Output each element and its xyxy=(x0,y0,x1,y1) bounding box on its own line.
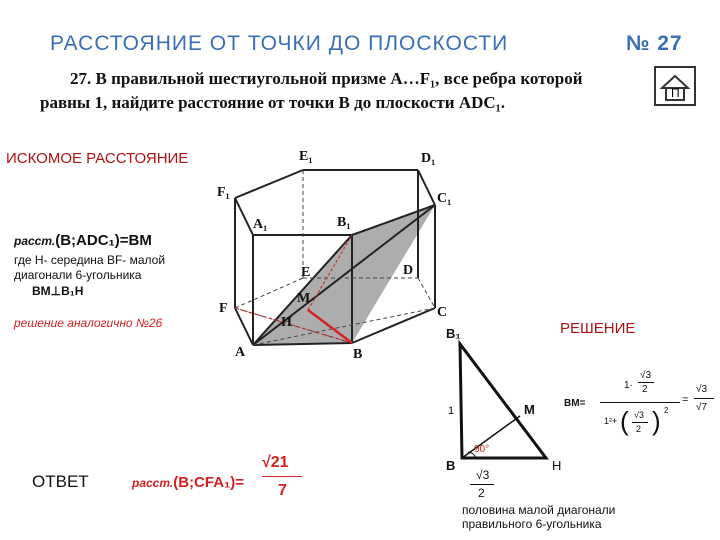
label-f1: F₁ xyxy=(217,185,230,200)
problem-number: № 27 xyxy=(626,32,683,55)
formula-num-den: 2 xyxy=(642,384,648,395)
label-b1: B₁ xyxy=(337,215,351,230)
tri-label-b1: B₁ xyxy=(446,326,461,341)
formula-num-one: 1· xyxy=(624,380,633,391)
formula-res-bar xyxy=(694,398,714,399)
formula-num-inner-bar xyxy=(638,382,654,383)
where-line-2: диагонали 6-угольника xyxy=(14,268,142,282)
formula-one-sq: 1²+ xyxy=(604,416,618,426)
tri-side: 1 xyxy=(448,405,455,417)
bm-formula xyxy=(564,370,720,460)
label-m: M xyxy=(297,291,311,306)
formula-inner-bar xyxy=(632,422,648,423)
label-c1: C₁ xyxy=(437,191,452,206)
solution-title: РЕШЕНИЕ xyxy=(560,320,636,337)
page-title: РАССТОЯНИЕ ОТ ТОЧКИ ДО ПЛОСКОСТИ xyxy=(50,32,509,55)
label-c: C xyxy=(437,305,448,320)
sought-distance-title: ИСКОМОЕ РАССТОЯНИЕ xyxy=(6,150,189,167)
formula-inner-den: 2 xyxy=(636,424,642,434)
tri-label-h: H xyxy=(552,458,562,473)
tri-base-num: √3 xyxy=(476,468,490,482)
tri-label-m: M xyxy=(524,402,535,417)
label-e1: E₁ xyxy=(299,149,313,164)
formula-res-num: √3 xyxy=(696,384,708,395)
problem-line-1: 27. В правильной шестиугольной призме A…F₁, все ребра которой xyxy=(70,69,583,88)
formula-num-sqrt3: √3 xyxy=(640,370,652,381)
home-button[interactable] xyxy=(654,66,696,106)
formula-bm: BM= xyxy=(564,398,586,409)
label-b: B xyxy=(353,347,363,362)
triangle-diagram xyxy=(440,320,570,490)
dist-label: расст. xyxy=(14,234,56,248)
answer-expression xyxy=(132,474,244,491)
prism-diagram xyxy=(215,130,455,370)
tri-base-bar xyxy=(470,484,494,485)
formula-eq: = xyxy=(682,394,689,406)
problem-line-2: равны 1, найдите расстояние от точки B до плоскости ADC₁. xyxy=(40,93,506,112)
formula-paren-close: ) xyxy=(652,406,661,436)
formula-power: 2 xyxy=(664,406,669,415)
distance-statement xyxy=(14,232,152,249)
answer-dist-label: расст. xyxy=(132,476,174,490)
formula-inner-sqrt3: √3 xyxy=(634,410,644,420)
label-e: E xyxy=(301,265,311,280)
formula-paren: ( xyxy=(620,406,629,436)
answer-denominator: 7 xyxy=(278,482,287,499)
formula-res-den: √7 xyxy=(696,402,708,413)
answer-fraction-bar xyxy=(262,476,302,477)
tri-base-den: 2 xyxy=(478,486,485,500)
label-a: A xyxy=(235,345,246,360)
perpendicular-note: BM⊥B₁H xyxy=(32,284,84,298)
answer-title: ОТВЕТ xyxy=(32,472,89,491)
similar-solution-note: решение аналогично №26 xyxy=(14,316,163,330)
tri-label-b: B xyxy=(446,458,456,473)
label-d: D xyxy=(403,263,414,278)
tri-caption-1: половина малой диагонали xyxy=(462,503,616,517)
label-h: H xyxy=(281,315,292,330)
answer-expr: (B;CFA₁)= xyxy=(173,474,244,491)
label-d1: D₁ xyxy=(421,151,436,166)
home-button-label: П xyxy=(671,86,680,100)
tri-angle: 90° xyxy=(474,444,490,455)
formula-main-bar xyxy=(600,402,680,403)
where-line-1: где H- середина BF- малой xyxy=(14,253,166,267)
label-a1: A₁ xyxy=(253,217,268,232)
answer-numerator: √21 xyxy=(262,454,289,471)
label-f: F xyxy=(219,301,228,316)
dist-expr: (B;ADC₁)=BM xyxy=(55,232,152,249)
tri-caption-2: правильного 6-угольника xyxy=(462,517,602,531)
